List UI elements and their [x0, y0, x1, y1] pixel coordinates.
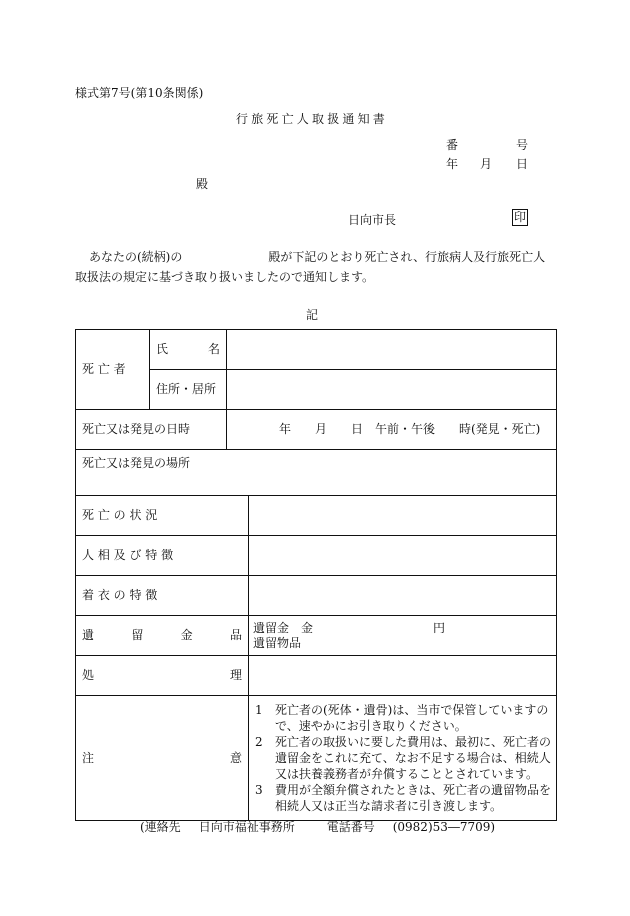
handling-label-1: 処: [82, 668, 95, 682]
date-year: 年: [446, 157, 459, 171]
name-label-2: 名: [207, 342, 220, 356]
money-label: [76, 616, 249, 656]
row-money: [76, 616, 557, 656]
note-item: [255, 782, 552, 814]
ki-heading: 記: [306, 308, 319, 322]
row-clothing: [76, 576, 557, 616]
clothing-field[interactable]: [249, 576, 557, 616]
notification-body: [75, 247, 555, 287]
issuer-name: 日向市長: [348, 213, 397, 227]
handling-field[interactable]: [249, 656, 557, 696]
date-day: 日: [516, 157, 529, 171]
money-amount-label: 遺留金 金: [253, 620, 314, 635]
body-part-2: 殿が下記のとおり死亡され、行旅病人及行旅死亡人取扱法の規定に基づき取り扱いましたので通知します。: [75, 250, 546, 284]
handling-label-2: 理: [229, 668, 242, 682]
contact-phone-label: 電話番号: [326, 820, 375, 834]
datetime-field[interactable]: 年 月 日 午前・午後 時(発見・死亡): [227, 410, 557, 450]
deceased-label: 死 亡 者: [76, 330, 150, 410]
number-suffix: 号: [516, 138, 529, 152]
address-label: 住所・居所: [150, 370, 227, 410]
date-month: 月: [480, 157, 493, 171]
place-field[interactable]: 死亡又は発見の場所: [76, 450, 557, 496]
status-field[interactable]: [249, 496, 557, 536]
appearance-field[interactable]: [249, 536, 557, 576]
name-label: [150, 330, 227, 370]
note-number: 2: [255, 735, 263, 749]
handling-label: [76, 656, 249, 696]
note-text: 費用が全額弁償されたときは、死亡者の遺留物品を相続人又は正当な請求者に引き渡します。: [275, 783, 552, 813]
money-label-2: 留: [131, 628, 144, 642]
money-yen: 円: [433, 620, 446, 635]
body-part-1: あなたの(続柄)の: [89, 250, 183, 264]
clothing-label: 着 衣 の 特 徴: [76, 576, 249, 616]
money-label-4: 品: [229, 628, 242, 642]
row-place: [76, 450, 557, 496]
money-items-label: 遺留物品: [253, 635, 302, 650]
note-text: 死亡者の取扱いに要した費用は、最初に、死亡者の遺留金をこれに充て、なお不足する場合は、相続人又は扶養義務者が弁償することとされています。: [275, 735, 552, 781]
money-label-1: 遺: [82, 628, 95, 642]
row-handling: [76, 656, 557, 696]
seal-mark: 印: [514, 210, 527, 224]
contact-phone: (0982)53―7709): [392, 820, 496, 834]
address-field[interactable]: [227, 370, 557, 410]
status-label: 死 亡 の 状 況: [76, 496, 249, 536]
name-label-1: 氏: [156, 342, 169, 356]
contact-line: [140, 818, 495, 835]
name-field[interactable]: [227, 330, 557, 370]
appearance-label: 人 相 及 び 特 徴: [76, 536, 249, 576]
note-number: 1: [255, 703, 263, 717]
details-table: [75, 329, 557, 821]
notice-content: [249, 696, 557, 821]
contact-label: (連絡先: [140, 820, 181, 834]
contact-office: 日向市福祉事務所: [198, 820, 295, 834]
row-appearance: [76, 536, 557, 576]
notice-label: [76, 696, 249, 821]
notice-label-2: 意: [229, 750, 242, 765]
document-title: 行旅死亡人取扱通知書: [236, 112, 389, 126]
money-field[interactable]: [249, 616, 557, 656]
row-datetime: [76, 410, 557, 450]
note-item: [255, 702, 552, 734]
addressee-honorific: 殿: [196, 177, 209, 191]
form-number: 様式第7号(第10条関係): [75, 86, 204, 100]
row-status: [76, 496, 557, 536]
row-notice: [76, 696, 557, 821]
money-label-3: 金: [180, 628, 193, 642]
note-item: [255, 734, 552, 782]
note-text: 死亡者の(死体・遺骨)は、当市で保管していますので、速やかにお引き取りください。: [275, 703, 549, 733]
number-label: 番: [446, 138, 459, 152]
notice-label-1: 注: [82, 750, 95, 765]
note-number: 3: [255, 783, 263, 797]
row-name: [76, 330, 557, 370]
datetime-label: 死亡又は発見の日時: [76, 410, 227, 450]
